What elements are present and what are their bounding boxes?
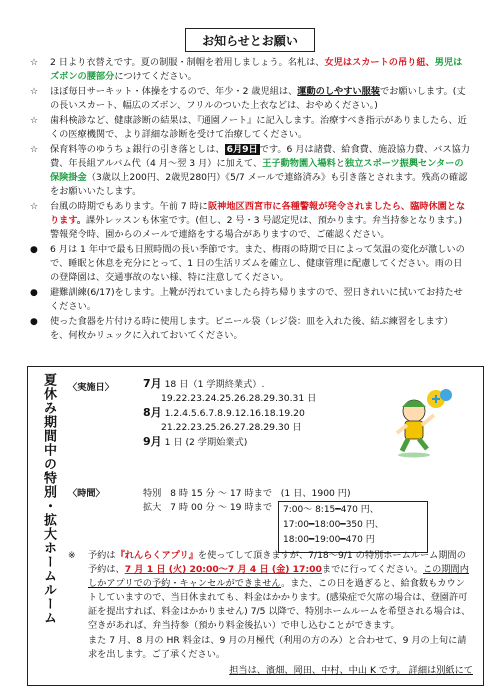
- date-block: [143, 377, 373, 450]
- price-line: 7:00～ 8:15━470 円、: [283, 505, 379, 515]
- dates-row: [68, 377, 473, 463]
- notice-item: [30, 56, 470, 84]
- text-segment: 女児はスカートの吊り紐、: [324, 57, 435, 68]
- summer-homeroom-section: [27, 366, 484, 686]
- notice-item: [30, 114, 470, 142]
- july-head: 7月: [143, 377, 162, 390]
- july-line: [143, 377, 373, 392]
- aug-line2: 21.22.23.25.26.27.28.29.30 日: [161, 422, 302, 433]
- text-segment: 王子動物園入場料: [262, 158, 336, 169]
- dot-bullet-icon: ●: [30, 288, 38, 298]
- star-bullet-icon: ☆: [30, 145, 39, 155]
- july-rest: 19.22.23.24.25.26.28.29.30.31 日: [161, 393, 317, 404]
- notice-item: [30, 200, 470, 242]
- july-first: 18 日（1 学期終業式）.: [164, 379, 265, 390]
- text-segment: 独立スポーツ振興センターの保険掛金: [50, 158, 464, 183]
- star-bullet-icon: ☆: [30, 202, 39, 212]
- child-running-illustration: [386, 387, 466, 459]
- text-segment: 6 月は 1 年中で最も日照時間の長い季節です。また、梅雨の時期で日によって気温の変化が激しいので、睡眠と休息を充分にとって、1 日の生活リズムを確立し、健康管理に配慮してください。雨の日の登降園は、交通事故のない様、特に注意してください。: [50, 244, 465, 283]
- notice-item: [30, 143, 470, 199]
- notice-item: [30, 286, 470, 314]
- staff-footer: [68, 664, 473, 678]
- time-label: 〈時間〉: [68, 488, 105, 499]
- text-segment: 避難訓練(6/17)をします。上靴が汚れていましたら持ち帰りますので、翌日きれいに拭いてお持たせください。: [50, 287, 463, 312]
- reservation-note: [68, 549, 473, 633]
- price-line: 17:00━18:00━350 円、: [283, 520, 384, 530]
- star-bullet-icon: ☆: [30, 87, 39, 97]
- aug-line1: 1.2.4.5.6.7.8.9.12.16.18.19.20: [164, 408, 305, 419]
- notice-text: [50, 56, 470, 84]
- reservation-note-text: [88, 549, 473, 633]
- text-segment: 歯科検診など、健康診断の結果は、『通園ノート』に記入します。治療すべき指示がありましたら、近くの医療機関で、より詳細な診断を受けて治療してください。: [50, 115, 467, 140]
- star-bullet-icon: ☆: [30, 58, 39, 68]
- text-segment: 2 日より衣替えです。夏の制服・制帽を着用しましょう。名札は、: [50, 57, 325, 68]
- page-title: お知らせとお願い: [185, 28, 315, 52]
- aug-line: [143, 406, 373, 421]
- notice-text: [50, 200, 470, 242]
- text-segment: までに行ってください。: [321, 564, 423, 575]
- notice-text: [50, 315, 470, 343]
- text-segment: 使った食器を片付ける時に使用します。ビニール袋（レジ袋：皿を入れた後、結ぶ練習をします）を、何枚かリュックに入れておいてください。: [50, 316, 454, 341]
- special-time: 8 時 15 分 ～ 17 時まで: [170, 488, 273, 499]
- text-segment: 阪神地区西宮市に各種警報が発令されましたら、臨時休園となります。: [50, 201, 466, 226]
- text-segment: 男児はズボンの腰部分: [50, 57, 463, 82]
- notice-text: [50, 85, 470, 113]
- text-segment: と: [335, 158, 345, 169]
- notice-list: [30, 56, 470, 344]
- extended-time: 7 時 00 分 ～ 19 時まで: [170, 502, 273, 513]
- notice-text: [50, 143, 470, 199]
- text-segment: （3歳以上200円、2歳児280円）《5/7 メールで連絡済み》も引き落とされます。残高の確認をお願いいたします。: [50, 172, 468, 197]
- special-line: [143, 487, 351, 501]
- text-segment: 保育料等のゆうちょ銀行の引き落としは、: [50, 144, 225, 155]
- staff-footer-text: 担当は、濱畑、岡田、中村、中山 K です。 詳細は別紙にて: [229, 665, 473, 676]
- note-mark: ※: [68, 551, 76, 561]
- text-segment: この期間内しかアプリでの予約・キャンセルができません: [88, 564, 469, 589]
- text-segment: 『れんらくアプリ』: [115, 550, 198, 561]
- hr-fee-note: また 7 月、8 月の HR 料金は、9 月の月極代（利用の方のみ）と合わせて、9 月の上旬に請求を出します。ご了承ください。: [88, 635, 467, 660]
- text-segment: 6月9日: [226, 144, 258, 155]
- text-segment: 。また、この日を過ぎると、給食数もカウントしていますので、当日休まれても、料金はかかります。(感染症で欠席の場合は、登園許可証を提出すれば、料金はかかりません) 7/5 以降で、特別ホームルームを希望される場合は、空きがあれば、弁当持参（預かり料金後払い）で申し込むことができます。: [88, 578, 471, 631]
- text-segment: を使ってして頂きますが、7/18～9/1 の特別ホームルーム期間の予約は、: [88, 550, 466, 575]
- text-segment: 台風の時期でもあります。午前 7 時に: [50, 201, 208, 212]
- notice-item: [30, 85, 470, 113]
- notice-text: [50, 114, 470, 142]
- text-segment: 課外レッスンも休室です。(但し、2 号・3 号認定児は、預かります。弁当持参となります。) 警報発令時、園からのメールで連絡をする場合がありますので、ご確認ください。: [50, 215, 463, 240]
- text-segment: 7 月 1 日 (火) 20:00～7 月 4 日 (金) 17:00: [124, 564, 322, 575]
- sep-line: [143, 435, 373, 450]
- special-label: 特別: [143, 488, 162, 499]
- notice-item: [30, 243, 470, 285]
- text-segment: につけてください。: [114, 71, 197, 82]
- text-segment: です。6 月は諸費、給食費、施設協力費、バス協力費、年長組アルバム代（4 月～翌 3 月）に加えて、: [50, 144, 470, 169]
- extended-label: 拡大: [143, 502, 162, 513]
- dot-bullet-icon: ●: [30, 245, 38, 255]
- extended-line: [143, 501, 272, 515]
- dot-bullet-icon: ●: [30, 317, 38, 327]
- aug-head: 8月: [143, 406, 162, 419]
- text-segment: でお願いします。(丈の長いスカート、幅広のズボン、フリルのついた上衣などは、おやめください。): [50, 86, 466, 111]
- price-line: 18:00━19:00━470 円: [283, 535, 375, 545]
- sep-head: 9月: [143, 435, 162, 448]
- text-segment: 運動のしやすい服装: [297, 86, 380, 97]
- star-bullet-icon: ☆: [30, 116, 39, 126]
- text-segment: ほぼ毎日サーキット・体操をするので、年少・2 歳児組は、: [50, 86, 298, 97]
- text-segment: 予約は: [88, 550, 116, 561]
- reservation-notes: [68, 549, 473, 678]
- extended-price-box: [278, 501, 428, 553]
- special-price: (1 日、1900 円): [280, 488, 351, 499]
- notice-item: [30, 315, 470, 343]
- sep-text: 1 日 (2 学期始業式): [164, 437, 248, 448]
- notice-text: [50, 243, 470, 285]
- time-row: [68, 487, 473, 543]
- notice-text: [50, 286, 470, 314]
- date-label: 〈実施日〉: [68, 382, 114, 393]
- summer-section-title: 夏休み期間中の特別・拡大ホームルーム: [41, 373, 56, 625]
